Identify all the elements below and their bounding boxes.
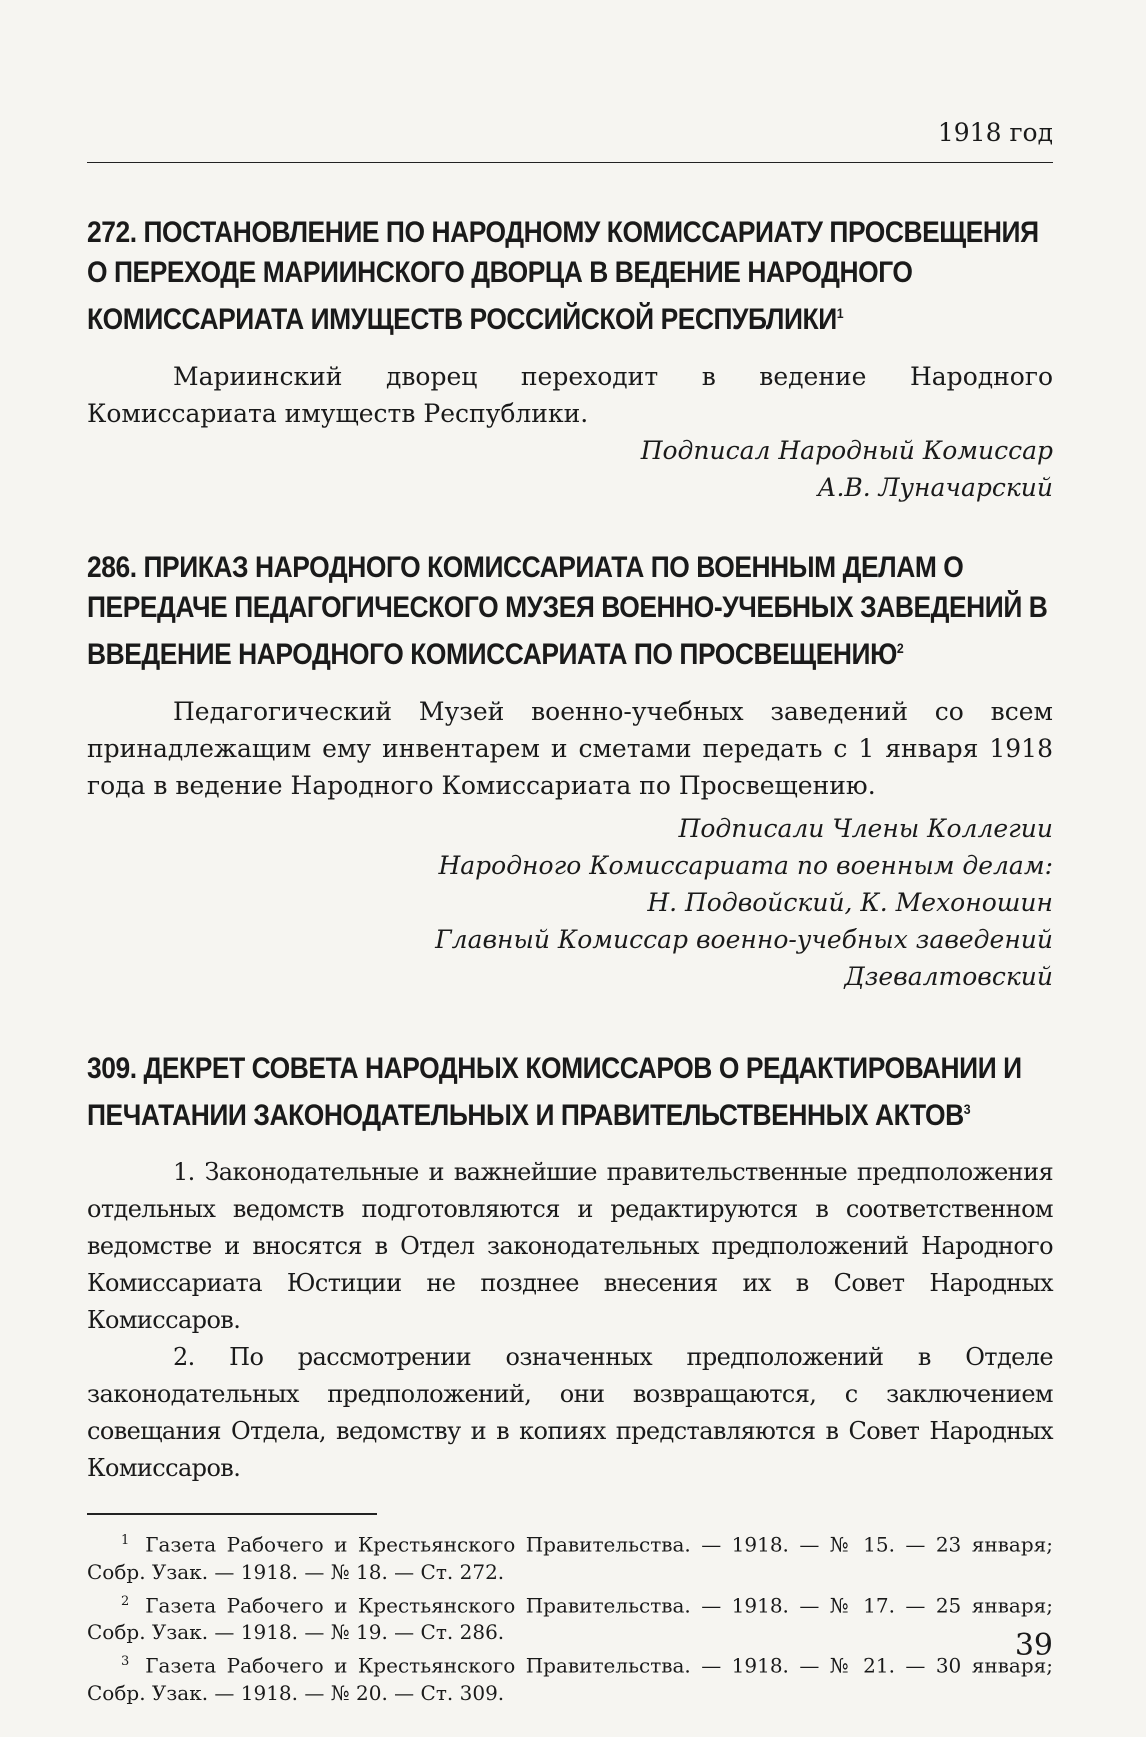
- footnote: [87, 1588, 1053, 1647]
- document-title-text: 309. ДЕКРЕТ СОВЕТА НАРОДНЫХ КОМИССАРОВ О РЕДАКТИРОВАНИИ И ПЕЧАТАНИИ ЗАКОНОДАТЕЛЬНЫХ И ПРАВИТЕЛЬСТВЕННЫХ АКТОВ: [87, 1052, 1022, 1132]
- page-number: 39: [1014, 1628, 1053, 1663]
- document-paragraph: Педагогический Музей военно-учебных заведений со всем принадлежащим ему инвентарем и сметами передать с 1 января 1918 года в ведение Народного Комиссариата по Просвещению.: [87, 697, 1053, 800]
- signature-line: Народного Комиссариата по военным делам:: [438, 851, 1053, 880]
- footnote-ref: 2: [896, 640, 904, 656]
- signature-line: Подписали Члены Коллегии: [678, 814, 1053, 843]
- signature-line: Главный Комиссар военно-учебных заведений: [435, 925, 1053, 954]
- signature-line: А.В. Луначарский: [817, 473, 1053, 502]
- footnote-text: Газета Рабочего и Крестьянского Правительства. — 1918. — № 15. — 23 января; Собр. Узак. — 1918. — № 18. — Ст. 272.: [87, 1532, 1053, 1584]
- footnote-ref: 3: [963, 1101, 971, 1117]
- footnote-text: Газета Рабочего и Крестьянского Правительства. — 1918. — № 21. — 30 января; Собр. Узак. — 1918. — № 20. — Ст. 309.: [87, 1653, 1053, 1705]
- document-paragraph: 2. По рассмотрении означенных предположений в Отделе законодательных предположений, они возвращаются, с заключением совещания Отдела, ведомству и в копиях представляются в Совет Народных Комиссаров.: [87, 1343, 1053, 1482]
- document-title-text: 272. ПОСТАНОВЛЕНИЕ ПО НАРОДНОМУ КОМИССАРИАТУ ПРОСВЕЩЕНИЯ О ПЕРЕХОДЕ МАРИИНСКОГО ДВОРЦА В ВЕДЕНИЕ НАРОДНОГО КОМИССАРИАТА ИМУЩЕСТВ РОССИЙСКОЙ РЕСПУБЛИКИ: [87, 216, 1039, 336]
- footnote: [87, 1648, 1053, 1707]
- signature-line: Н. Подвойский, К. Мехоношин: [647, 888, 1053, 917]
- document-paragraph: Мариинский дворец переходит в ведение Народного Комиссариата имуществ Республики.: [87, 362, 1053, 428]
- footnote-mark: 2: [121, 1593, 130, 1609]
- footnote-ref: 1: [836, 305, 844, 321]
- signature-line: Подписал Народный Комиссар: [640, 436, 1053, 465]
- footnote-text: Газета Рабочего и Крестьянского Правительства. — 1918. — № 17. — 25 января; Собр. Узак. — 1918. — № 19. — Ст. 286.: [87, 1593, 1053, 1645]
- document-title: [87, 1049, 1053, 1136]
- document-paragraph: 1. Законодательные и важнейшие правительственные предположения отдельных ведомств подготовляются и редактируются в соответственном ведомстве и вносятся в Отдел законодательных предположений Народного Комиссариата Юстиции не позднее внесения их в Совет Народных Комиссаров.: [87, 1158, 1053, 1334]
- running-head: 1918 год: [87, 118, 1053, 163]
- document-title: [87, 213, 1053, 340]
- document-title: [87, 548, 1053, 675]
- footnote: [87, 1527, 1053, 1586]
- document-title-text: 286. ПРИКАЗ НАРОДНОГО КОМИССАРИАТА ПО ВОЕННЫМ ДЕЛАМ О ПЕРЕДАЧЕ ПЕДАГОГИЧЕСКОГО МУЗЕЯ ВОЕННО-УЧЕБНЫХ ЗАВЕДЕНИЙ В ВВЕДЕНИЕ НАРОДНОГО КОМИССАРИАТА ПО ПРОСВЕЩЕНИЮ: [87, 551, 1048, 671]
- signature-line: Дзевалтовский: [844, 962, 1053, 991]
- footnote-mark: 1: [121, 1533, 130, 1548]
- footnotes: [87, 1513, 1053, 1707]
- footnote-mark: 3: [121, 1654, 130, 1670]
